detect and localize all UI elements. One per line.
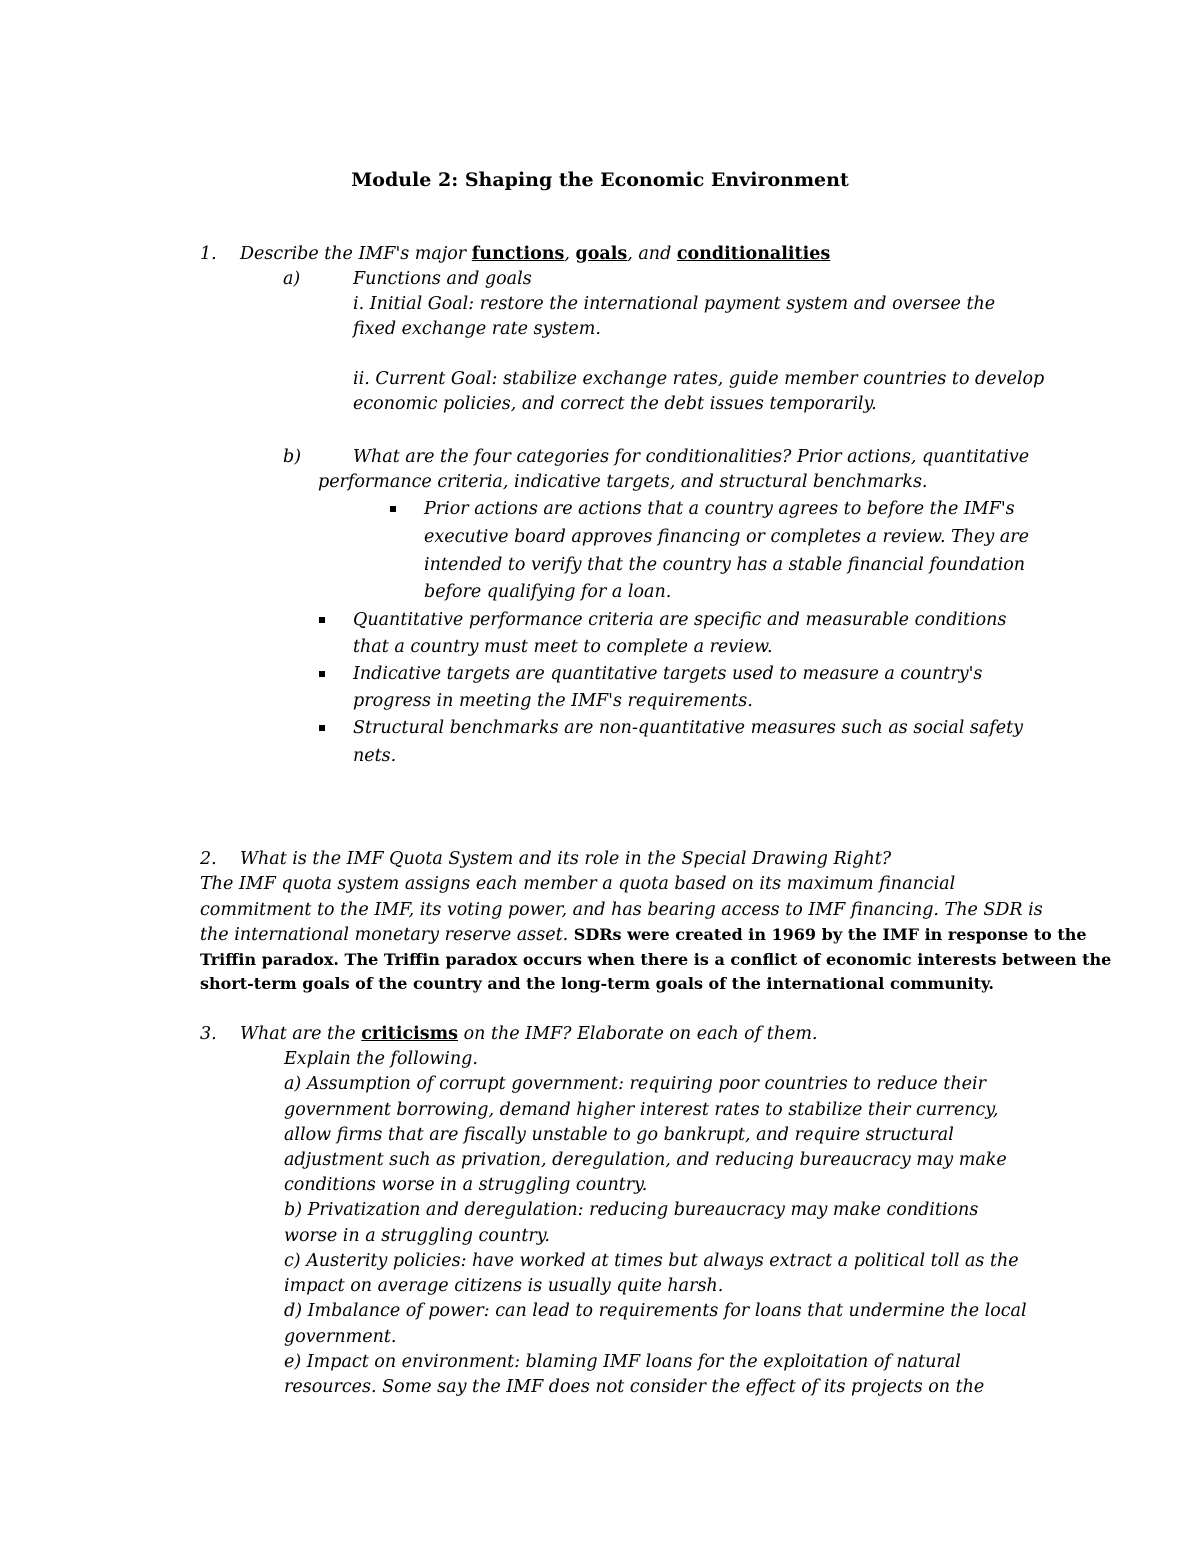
q1-sep2: , and [627,244,677,264]
bullet3-line2: progress in meeting the IMF's requirements. [353,691,753,711]
q1-keyword-conditionalities: conditionalities [676,244,831,264]
q1-goal2-line2: economic policies, and correct the debt issues temporarily. [353,394,877,414]
page-title: Module 2: Shaping the Economic Environment [351,169,849,191]
bullet1-line1: Prior actions are actions that a country agrees to before the IMF's [424,499,1015,519]
q2-answer-line2: commitment to the IMF, its voting power, and has bearing access to IMF financing. The SDR is [200,900,1043,920]
q1-sep1: , [564,244,576,264]
bullet-square-icon [319,671,325,677]
q1-b-label: b) [283,447,302,467]
q3-line: conditions worse in a struggling country. [284,1175,648,1195]
q1-goal2-line1: ii. Current Goal: stabilize exchange rates, guide member countries to develop [353,369,1045,389]
q3-line: b) Privatization and deregulation: reducing bureaucracy may make conditions [284,1200,979,1220]
q2-answer-line3-italic: the international monetary reserve asset. [200,925,574,945]
q2-answer-line4: Triffin paradox. The Triffin paradox occurs when there is a conflict of economic interests between the [200,950,1112,969]
q2-answer-line5: short-term goals of the country and the long-term goals of the international community. [200,974,994,993]
q1-a-label: a) [283,269,301,289]
q3-line: worse in a struggling country. [284,1226,550,1246]
q3-line: government. [284,1327,397,1347]
q1-number: 1. [200,244,217,264]
q3-line: allow firms that are fiscally unstable to go bankrupt, and require structural [284,1125,954,1145]
q3-line: d) Imbalance of power: can lead to requirements for loans that undermine the local [284,1301,1027,1321]
bullet2-line1: Quantitative performance criteria are specific and measurable conditions [353,610,1007,630]
q3-line: a) Assumption of corrupt government: requiring poor countries to reduce their [284,1074,986,1094]
q3-line: impact on average citizens is usually quite harsh. [284,1276,724,1296]
bullet-square-icon [319,617,325,623]
bullet3-line1: Indicative targets are quantitative targets used to measure a country's [353,664,983,684]
q3-line: c) Austerity policies: have worked at times but always extract a political toll as the [284,1251,1019,1271]
bullet-square-icon [390,506,396,512]
q3-question-prefix: What are the [240,1024,362,1044]
bullet1-line4: before qualifying for a loan. [424,582,672,602]
bullet1-line2: executive board approves financing or completes a review. They are [424,527,1029,547]
q2-answer-line3 [200,924,1087,946]
bullet2-line2: that a country must meet to complete a review. [353,637,773,657]
q3-number: 3. [200,1024,217,1044]
bullet4-line1: Structural benchmarks are non-quantitative measures such as social safety [353,718,1024,738]
q2-answer-line3-bold: SDRs were created in 1969 by the IMF in response to the [573,925,1087,944]
q3-line: Explain the following. [284,1049,478,1069]
q3-line: government borrowing, demand higher interest rates to stabilize their currency, [284,1100,999,1120]
q1-question-prefix: Describe the IMF's major [240,244,472,264]
q3-line: adjustment such as privation, deregulation, and reducing bureaucracy may make [284,1150,1007,1170]
q1-a-title: Functions and goals [353,269,532,289]
q1-keyword-goals: goals [575,244,628,264]
bullet1-line3: intended to verify that the country has a stable financial foundation [424,555,1026,575]
q3-line: resources. Some say the IMF does not consider the effect of its projects on the [284,1377,985,1397]
q1-b-line2: performance criteria, indicative targets, and structural benchmarks. [318,472,928,492]
bullet-square-icon [319,725,325,731]
q1-question [240,243,830,265]
q2-answer-line1: The IMF quota system assigns each member a quota based on its maximum financial [200,874,956,894]
q1-goal1-line2: fixed exchange rate system. [353,319,601,339]
q3-keyword-criticisms: criticisms [361,1024,459,1044]
q3-question-suffix: on the IMF? Elaborate on each of them. [458,1024,818,1044]
q3-question [240,1023,818,1045]
bullet4-line2: nets. [353,746,397,766]
q2-question: What is the IMF Quota System and its role in the Special Drawing Right? [240,849,892,869]
q3-line: e) Impact on environment: blaming IMF loans for the exploitation of natural [284,1352,961,1372]
q1-keyword-functions: functions [471,244,565,264]
q1-b-line1: What are the four categories for conditionalities? Prior actions, quantitative [353,447,1030,467]
q1-goal1-line1: i. Initial Goal: restore the international payment system and oversee the [353,294,996,314]
q2-number: 2. [200,849,217,869]
